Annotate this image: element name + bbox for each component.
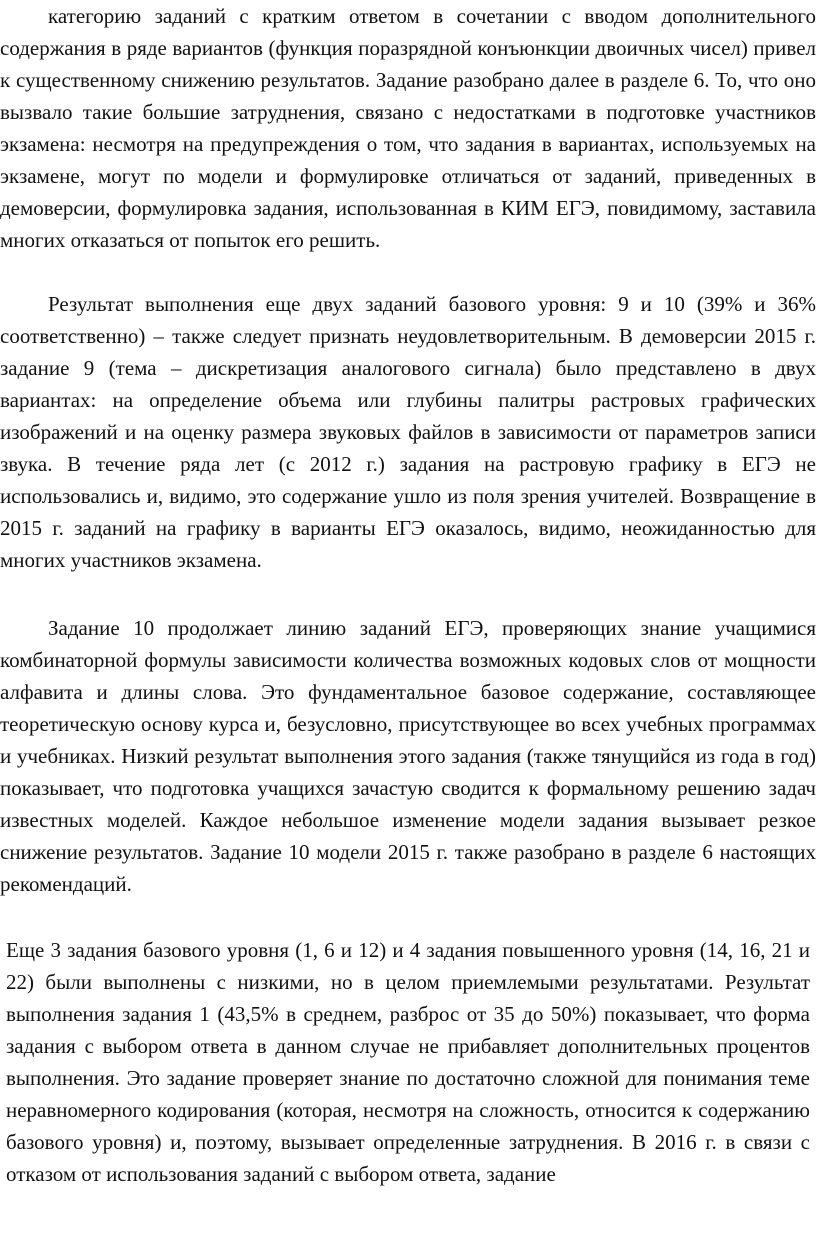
paragraph-1: категорию заданий с кратким ответом в сочетании с вводом дополнительного содержания в ряде вариантов (функция поразрядной конъюнкции двоичных чисел) привел к существенному снижению результатов. Задание разобрано далее в разделе 6. То, что оно вызвало такие большие затруднения, связано с недостатками в подготовке участников экзамена: несмотря на предупреждения о том, что задания в вариантах, используемых на экзамене, могут по модели и формулировке отличаться от заданий, приведенных в демоверсии, формулировка задания, использованная в КИМ ЕГЭ, повидимому, заставила многих отказаться от попыток его решить. bbox=[0, 4, 816, 252]
paragraph-4: Еще 3 задания базового уровня (1, 6 и 12) и 4 задания повышенного уровня (14, 16, 21 и 22) были выполнены с низкими, но в целом приемлемыми результатами. Результат выполнения задания 1 (43,5% в среднем, разброс от 35 до 50%) показывает, что форма задания с выбором ответа в данном случае не прибавляет дополнительных процентов выполнения. Это задание проверяет знание по достаточно сложной для понимания теме неравномерного кодирования (которая, несмотря на сложность, относится к содержанию базового уровня) и, поэтому, вызывает определенные затруднения. В 2016 г. в связи с отказом от использования заданий с выбором ответа, задание bbox=[6, 938, 810, 1186]
paragraph-3: Задание 10 продолжает линию заданий ЕГЭ, проверяющих знание учащимися комбинаторной формулы зависимости количества возможных кодовых слов от мощности алфавита и длины слова. Это фундаментальное базовое содержание, составляющее теоретическую основу курса и, безусловно, присутствующее во всех учебных программах и учебниках. Низкий результат выполнения этого задания (также тянущийся из года в год) показывает, что подготовка учащихся зачастую сводится к формальному решению задач известных моделей. Каждое небольшое изменение модели задания вызывает резкое снижение результатов. Задание 10 модели 2015 г. также разобрано в разделе 6 настоящих рекомендаций. bbox=[0, 616, 816, 896]
paragraph-2: Результат выполнения еще двух заданий базового уровня: 9 и 10 (39% и 36% соответственно) – также следует признать неудовлетворительным. В демоверсии 2015 г. задание 9 (тема – дискретизация аналогового сигнала) было представлено в двух вариантах: на определение объема или глубины палитры растровых графических изображений и на оценку размера звуковых файлов в зависимости от параметров записи звука. В течение ряда лет (с 2012 г.) задания на растровую графику в ЕГЭ не использовались и, видимо, это содержание ушло из поля зрения учителей. Возвращение в 2015 г. заданий на графику в варианты ЕГЭ оказалось, видимо, неожиданностью для многих участников экзамена. bbox=[0, 292, 816, 572]
